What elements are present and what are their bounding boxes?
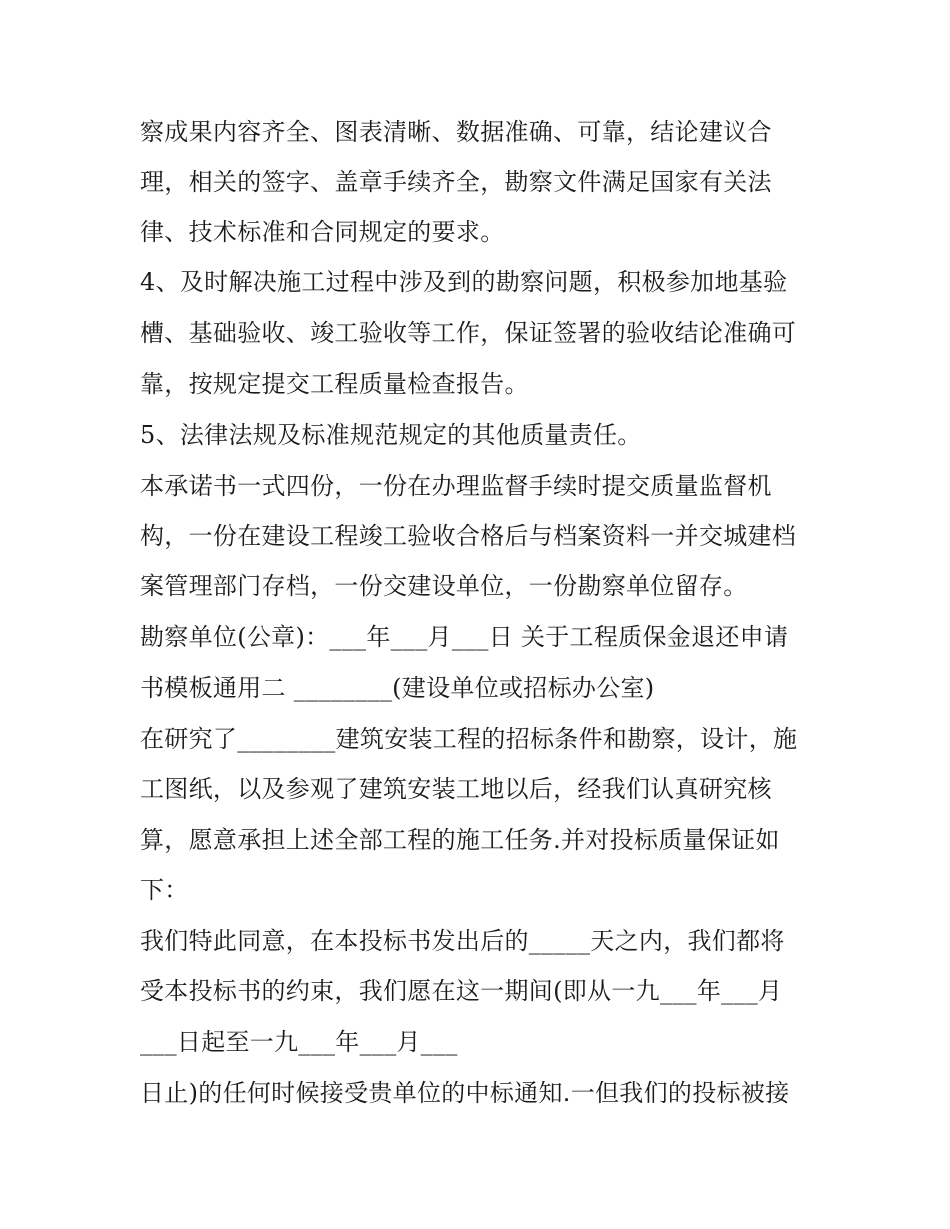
text-line: 察成果内容齐全、图表清晰、数据准确、可靠，结论建议合 [140,118,772,146]
text-line: 工图纸，以及参观了建筑安装工地以后，经我们认真研究核 [140,775,772,803]
text-line: 日止)的任何时候接受贵单位的中标通知.一但我们的投标被接 [140,1079,790,1107]
text-line: 本承诺书一式四份，一份在办理监督手续时提交质量监督机 [140,472,772,500]
text-line: 受本投标书的约束，我们愿在这一期间(即从一九___年___月 [140,977,783,1005]
text-line: 理，相关的签字、盖章手续齐全，勘察文件满足国家有关法 [140,168,772,196]
text-line: 算，愿意承担上述全部工程的施工任务.并对投标质量保证如 [140,826,780,854]
text-line: 靠，按规定提交工程质量检查报告。 [140,370,529,398]
text-line: 4、及时解决施工过程中涉及到的勘察问题，积极参加地基验 [140,268,788,296]
text-line: 在研究了________建筑安装工程的招标条件和勘察，设计，施 [140,725,798,753]
text-line: 5、法律法规及标准规范规定的其他质量责任。 [140,421,642,449]
text-line: 勘察单位(公章)：___年___月___日 关于工程质保金退还申请 [140,623,789,651]
text-line: 我们特此同意，在本投标书发出后的_____天之内，我们都将 [140,927,785,955]
text-line: 律、技术标准和合同规定的要求。 [140,218,505,246]
text-line: 案管理部门存档，一份交建设单位，一份勘察单位留存。 [140,572,748,600]
text-line: 槽、基础验收、竣工验收等工作，保证签署的验收结论准确可 [140,319,797,347]
text-line: 下： [140,876,189,904]
text-line: 书模板通用二 ________(建设单位或招标办公室) [140,674,655,702]
text-line: ___日起至一九___年___月___ [140,1028,458,1056]
text-line: 构，一份在建设工程竣工验收合格后与档案资料一并交城建档 [140,522,797,550]
